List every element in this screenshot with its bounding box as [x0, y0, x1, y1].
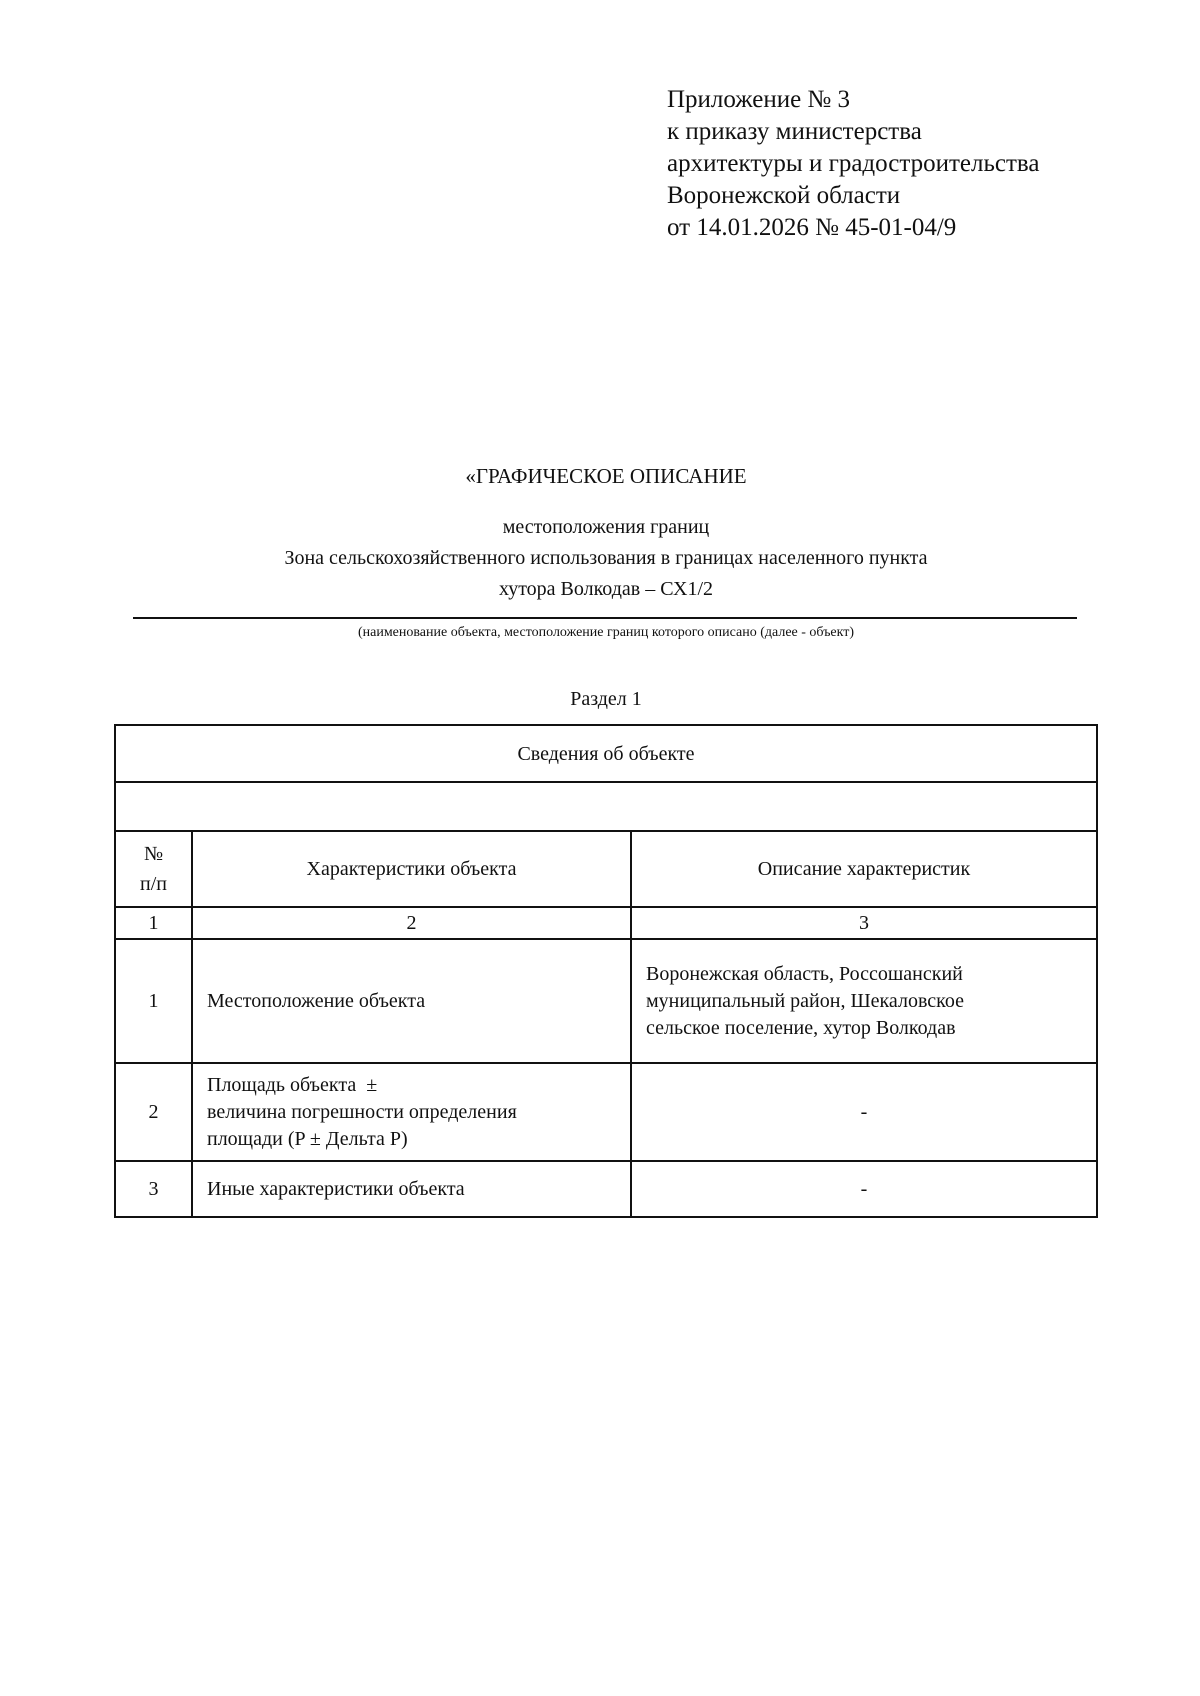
row-description	[631, 1161, 1097, 1217]
object-info-table	[114, 724, 1098, 1218]
row-description	[631, 939, 1097, 1063]
index-cell: 1	[115, 907, 192, 939]
table-row	[115, 1161, 1097, 1217]
table-header-row	[115, 831, 1097, 907]
row-characteristic	[192, 1161, 631, 1217]
subtitle-line: Зона сельскохозяйственного использования в границах населенного пункта	[284, 547, 928, 569]
row-num: 3	[115, 1161, 192, 1217]
header-description: Описание характеристик	[631, 831, 1097, 907]
appendix-line: Приложение № 3	[667, 86, 851, 113]
row-description	[631, 1063, 1097, 1161]
row-num: 2	[115, 1063, 192, 1161]
document-title: «ГРАФИЧЕСКОЕ ОПИСАНИЕ	[465, 464, 747, 488]
name-caption: (наименование объекта, местоположение границ которого описано (далее - объект)	[357, 625, 855, 640]
empty-cell	[115, 782, 1097, 831]
subtitle-line: хутора Волкодав – СХ1/2	[498, 578, 714, 600]
characteristic-line: Местоположение объекта	[207, 990, 426, 1012]
document-subtitle	[0, 512, 1200, 605]
characteristic-line: площади (P ± Дельта P)	[207, 1127, 408, 1150]
index-cell: 3	[631, 907, 1097, 939]
index-cell: 2	[192, 907, 631, 939]
description-line: муниципальный район, Шекаловское	[646, 989, 964, 1012]
header-num-line: п/п	[140, 873, 167, 895]
name-underline	[133, 617, 1077, 619]
table-index-row	[115, 907, 1097, 939]
characteristic-line: Иные характеристики объекта	[207, 1178, 465, 1200]
appendix-line: Воронежской области	[667, 182, 901, 209]
appendix-line: архитектуры и градостроительства	[667, 150, 1040, 177]
characteristic-line: величина погрешности определения	[207, 1100, 517, 1123]
row-characteristic	[192, 939, 631, 1063]
appendix-block	[667, 84, 1039, 244]
table-empty-row	[115, 782, 1097, 831]
subtitle-line: местоположения границ	[502, 516, 710, 538]
table-caption-row	[115, 725, 1097, 782]
description-line: Воронежская область, Россошанский	[646, 962, 963, 985]
description-line: -	[860, 1101, 868, 1123]
appendix-line: от 14.01.2026 № 45-01-04/9	[667, 214, 957, 241]
characteristic-line: Площадь объекта ±	[207, 1073, 378, 1096]
section-heading: Раздел 1	[570, 688, 642, 710]
table-row	[115, 939, 1097, 1063]
header-characteristics: Характеристики объекта	[192, 831, 631, 907]
header-num	[115, 831, 192, 907]
row-characteristic	[192, 1063, 631, 1161]
row-num: 1	[115, 939, 192, 1063]
header-num-line: №	[143, 843, 164, 865]
table-row	[115, 1063, 1097, 1161]
description-line: сельское поселение, хутор Волкодав	[646, 1016, 956, 1039]
description-line: -	[860, 1178, 868, 1200]
table-caption: Сведения об объекте	[115, 725, 1097, 782]
appendix-line: к приказу министерства	[667, 118, 922, 145]
